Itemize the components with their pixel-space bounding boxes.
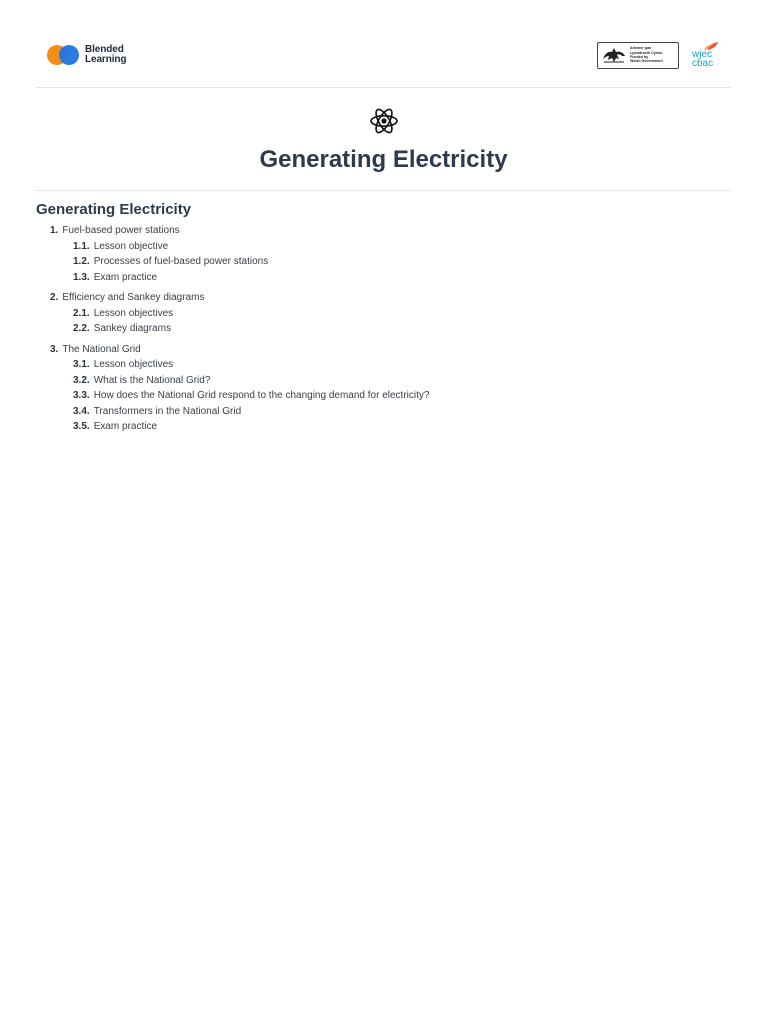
toc-list xyxy=(36,223,731,435)
toc-subitem xyxy=(63,404,731,420)
toc-section xyxy=(36,290,731,337)
toc-sublist xyxy=(63,239,731,286)
toc-subitem-link[interactable] xyxy=(73,321,731,337)
brand-line-1: Blended xyxy=(85,44,124,55)
toc-subitem-label: What is the National Grid? xyxy=(93,374,211,386)
toc-subitem-link[interactable] xyxy=(73,404,731,420)
toc-section-link[interactable] xyxy=(50,342,731,358)
brand-name xyxy=(85,45,126,65)
gov-line-4: Welsh Government xyxy=(630,59,663,64)
wjec-cbac-logo xyxy=(691,41,721,69)
welsh-dragon-icon xyxy=(601,45,627,65)
toc-subitem-label: Sankey diagrams xyxy=(93,323,171,334)
partner-logos xyxy=(597,41,721,69)
toc-subitem-link[interactable] xyxy=(73,419,731,435)
toc-subitem-label: Exam practice xyxy=(93,271,158,283)
toc-subitem xyxy=(63,373,731,389)
toc-subitem-label: Exam practice xyxy=(93,421,158,432)
toc-subitem-label: Lesson objectives xyxy=(93,359,174,370)
toc-subitem xyxy=(63,306,731,322)
toc-subitem-number: 3.5. xyxy=(73,421,90,432)
toc-section-number: 2. xyxy=(50,292,59,303)
cbac-word: cbac xyxy=(692,58,714,69)
toc-subitem-link[interactable] xyxy=(73,373,731,389)
welsh-government-text xyxy=(630,46,663,64)
wjec-word: wjec xyxy=(692,49,713,60)
toc-section-number: 1. xyxy=(50,225,59,236)
toc-subitem-number: 3.3. xyxy=(73,390,90,401)
brand-line-2: Learning xyxy=(85,54,127,65)
toc-subitem-label: How does the National Grid respond to the changing demand for electricity? xyxy=(93,390,430,401)
toc-subitem-number: 1.1. xyxy=(73,240,90,252)
toc-subitem-link[interactable] xyxy=(73,270,731,286)
toc-heading: Generating Electricity xyxy=(36,201,192,218)
toc-subitem-number: 1.3. xyxy=(73,271,90,283)
gov-line-2: Lywodraeth Cymru xyxy=(630,50,663,55)
page-header xyxy=(36,36,731,88)
toc-subitem-link[interactable] xyxy=(73,306,731,322)
title-section xyxy=(36,104,731,191)
toc-subitem-number: 2.1. xyxy=(73,307,90,319)
toc-section-link[interactable] xyxy=(50,223,731,239)
toc-section-number: 3. xyxy=(50,343,59,355)
toc-subitem-label: Processes of fuel-based power stations xyxy=(93,256,269,267)
toc-section-label: Fuel-based power stations xyxy=(62,225,180,236)
toc-subitem-number: 3.2. xyxy=(73,374,90,386)
toc-sublist xyxy=(63,306,731,337)
toc-section-label: The National Grid xyxy=(62,343,141,355)
toc-subitem xyxy=(63,254,731,270)
toc-subitem-number: 2.2. xyxy=(73,323,90,334)
gov-line-1: Ariennir gan xyxy=(630,46,652,51)
toc-section-link[interactable] xyxy=(50,290,731,306)
toc-subitem xyxy=(63,388,731,404)
toc-subitem xyxy=(63,270,731,286)
atom-icon xyxy=(369,106,399,136)
toc-subitem-label: Transformers in the National Grid xyxy=(93,405,242,417)
toc-subitem-number: 3.1. xyxy=(73,359,90,370)
toc-subitem-link[interactable] xyxy=(73,357,731,373)
blended-learning-logo xyxy=(46,44,126,66)
welsh-government-logo xyxy=(597,42,679,69)
toc-section-label: Efficiency and Sankey diagrams xyxy=(62,292,205,303)
toc-subitem-label: Lesson objectives xyxy=(93,307,174,319)
toc-subitem-link[interactable] xyxy=(73,254,731,270)
toc-subitem xyxy=(63,239,731,255)
toc-section xyxy=(36,223,731,285)
toc-subitem-number: 1.2. xyxy=(73,256,90,267)
toc-sublist xyxy=(63,357,731,435)
toc-subitem-link[interactable] xyxy=(73,239,731,255)
toc-subitem xyxy=(63,357,731,373)
gov-line-3: Funded by xyxy=(630,55,649,59)
blended-learning-mark-icon xyxy=(46,44,80,66)
toc-subitem-label: Lesson objective xyxy=(93,240,169,252)
toc-subitem-link[interactable] xyxy=(73,388,731,404)
toc-subitem xyxy=(63,419,731,435)
toc-subitem xyxy=(63,321,731,337)
toc-section xyxy=(36,342,731,435)
page-title: Generating Electricity xyxy=(259,146,508,173)
toc-subitem-number: 3.4. xyxy=(73,405,90,417)
table-of-contents xyxy=(36,200,731,440)
